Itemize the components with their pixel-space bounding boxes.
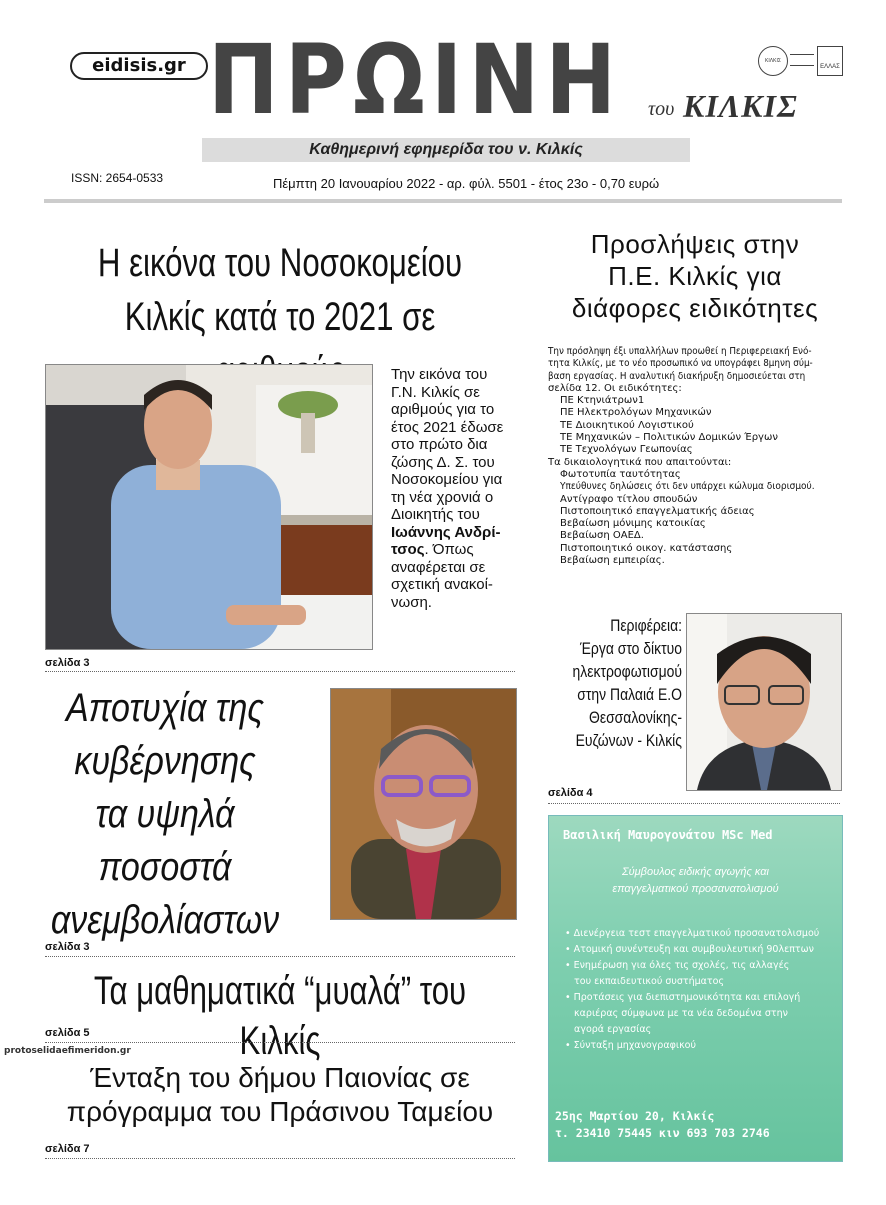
watermark: protoselidaefimeridon.gr (4, 1046, 131, 1056)
divider (548, 803, 840, 804)
stamp-label: ΚΙΛΚΙΣ (765, 58, 781, 64)
headline-line: Έργα στο δίκτυο (579, 639, 682, 658)
specialty-item: ΤΕ Τεχνολόγων Γεωπονίας (560, 444, 693, 456)
article5-headline[interactable] (548, 228, 842, 324)
body-line: στο πρώτο δια (391, 436, 488, 453)
postal-stamp-icon (758, 46, 788, 76)
specialty-item: ΠΕ Κτηνιάτρων1 (560, 395, 645, 407)
headline-line: πρόγραμμα του Πράσινου Ταμείου (66, 1096, 494, 1127)
headline-line: Θεσσαλονίκης- (589, 708, 682, 727)
site-logo[interactable]: eidisis.gr (70, 52, 208, 80)
ad-contact (555, 1108, 770, 1142)
postal-logo-icon (817, 46, 843, 76)
article2-headline[interactable] (20, 682, 310, 947)
headline-line: Αποτυχία της (66, 686, 264, 730)
body-line: Την πρόσληψη έξι υπαλλήλων προωθεί η Περιφερειακή Ενό- (548, 346, 812, 357)
body-line: βαση εργασίας. Η αναλυτική διακήρυξη δημοσιεύεται στη (548, 370, 806, 382)
ad-subtitle-line: Σύμβουλος ειδικής αγωγής και (622, 866, 769, 878)
ad-bullet: του εκπαιδευτικού συστήματος (565, 976, 725, 987)
doc-item: Βεβαίωση ΟΑΕΔ. (560, 530, 644, 542)
governor-photo (686, 613, 842, 791)
page-ref[interactable]: σελίδα 5 (45, 1027, 90, 1039)
page-ref[interactable]: σελίδα 4 (548, 787, 593, 799)
page-ref[interactable]: σελίδα 3 (45, 657, 90, 669)
headline-line: ηλεκτροφωτισμού (572, 662, 682, 681)
doc-item: Βεβαίωση εμπειρίας. (560, 555, 665, 567)
headline-line: στην Παλαιά Ε.Ο (577, 685, 682, 704)
page-ref[interactable]: σελίδα 3 (45, 941, 90, 953)
tagline: Καθημερινή εφημερίδα του ν. Κιλκίς (202, 138, 690, 162)
ad-bullet: • Ατομική συνέντευξη και συμβουλευτική 90λεπτων (565, 944, 814, 955)
headline-line: τα υψηλά (95, 792, 235, 836)
body-line: Γ.Ν. Κιλκίς σε (391, 383, 480, 401)
doc-item: Βεβαίωση μόνιμης κατοικίας (560, 518, 706, 530)
ad-phone: τ. 23410 75445 κιν 693 703 2746 (555, 1126, 770, 1140)
headline-line: κυβέρνησης (74, 739, 256, 783)
divider (45, 1158, 515, 1159)
ad-address: 25ης Μαρτίου 20, Κιλκίς (555, 1109, 715, 1123)
body-line: Την εικόνα του (391, 366, 488, 383)
headline-line: ποσοστά (98, 845, 232, 889)
politician-photo (330, 688, 517, 920)
body-line: Νοσοκομείου για (391, 471, 503, 488)
issn: ISSN: 2654-0533 (71, 171, 164, 185)
ad-subtitle-line: επαγγελματικού προσανατολισμού (612, 883, 779, 895)
body-line: αναφέρεται σε (391, 558, 486, 576)
ad-bullet: • Διενέργεια τεστ επαγγελματικού προσανατολισμού (565, 928, 820, 939)
headline-line: Ένταξη του δήμου Παιονίας σε (90, 1062, 470, 1093)
body-line: νωση. (391, 593, 432, 611)
article5-body (548, 346, 842, 567)
body-line: τητα Κιλκίς, με το νέο προσωπικό να υπογράφει 8μηνη σύμ- (548, 358, 813, 370)
headline-line: διάφορες ειδικότητες (571, 293, 819, 323)
article1-body (391, 366, 516, 611)
masthead-tou: του (648, 98, 675, 120)
headline-line: Προσλήψεις στην (590, 229, 800, 259)
body-line: αριθμούς για το (391, 401, 495, 418)
advertisement[interactable] (548, 815, 843, 1162)
specialty-item: ΠΕ Ηλεκτρολόγων Μηχανικών (560, 407, 712, 419)
body-line: ζώσης Δ. Σ. του (391, 453, 495, 471)
article4-headline[interactable] (40, 1061, 520, 1129)
headline-line: Περιφέρεια: (610, 616, 682, 635)
docs-title: Τα δικαιολογητικά που απαιτούνται: (548, 456, 732, 468)
ad-bullet: • Προτάσεις για διεπιστημονικότητα και επιλογή (565, 992, 801, 1003)
doc-item: Υπεύθυνες δηλώσεις ότι δεν υπάρχει κώλυμα διορισμού. (560, 481, 815, 493)
ad-bullet: • Σύνταξη μηχανογραφικού (565, 1040, 696, 1051)
masthead-title: ΠΡΩΙΝΗ (208, 24, 623, 136)
stamp-wave-icon (790, 54, 814, 66)
body-line: τη νέα χρονιά ο (391, 488, 494, 506)
divider (45, 1042, 515, 1043)
body-fragment: . Όπως (424, 541, 474, 558)
ad-bullets (565, 926, 819, 1054)
stamp2-label: ΕΛΛΑΣ (820, 64, 840, 70)
doc-item: Πιστοποιητικό επαγγελματικής άδειας (560, 505, 755, 517)
person-name: Ιωάννης Ανδρί- (391, 523, 501, 541)
specialty-item: ΤΕ Διοικητικού Λογιστικού (560, 419, 694, 431)
headline-line: ανεμβολίαστων (50, 898, 280, 942)
header-divider (44, 199, 842, 203)
doc-item: Αντίγραφο τίτλου σπουδών (560, 493, 698, 505)
headline-line: Π.Ε. Κιλκίς για (608, 261, 782, 291)
dateline: Πέμπτη 20 Ιανουαρίου 2022 - αρ. φύλ. 5501 - έτος 23ο - 0,70 ευρώ (273, 176, 660, 191)
masthead-place: ΚΙΛΚΙΣ (683, 88, 798, 124)
specialty-item: ΤΕ Μηχανικών – Πολιτικών Δομικών Έργων (560, 432, 778, 444)
hospital-director-photo (45, 364, 373, 650)
article3-headline[interactable]: Τα μαθηματικά “μυαλά” του Κιλκίς (93, 969, 467, 1063)
body-line: έτος 2021 έδωσε (391, 418, 504, 436)
headline-line: Η εικόνα του Νοσοκομείου (97, 241, 463, 285)
body-line: σχετική ανακοί- (391, 576, 493, 593)
ad-subtitle (549, 864, 842, 898)
body-line: Διοικητής του (391, 506, 480, 523)
headline-line: Κιλκίς κατά το 2021 σε (124, 295, 436, 339)
doc-item: Φωτοτυπία ταυτότητας (560, 468, 681, 480)
headline-line: Ευζώνων - Κιλκίς (575, 731, 682, 750)
article6-headline[interactable] (572, 614, 682, 752)
ad-bullet: αγορά εργασίας (565, 1024, 652, 1035)
ad-bullet: • Ενημέρωση για όλες τις σχολές, τις αλλαγές (565, 960, 790, 971)
person-name: τσος (391, 541, 425, 558)
doc-item: Πιστοποιητικό οικογ. κατάστασης (560, 542, 733, 554)
divider (45, 956, 515, 957)
ad-bullet: καριέρας σύμφωνα με τα νέα δεδομένα στην (565, 1008, 788, 1019)
divider (45, 671, 515, 672)
ad-name: Βασιλική Μαυρογονάτου MSc Med (563, 828, 773, 842)
body-line: σελίδα 12. Οι ειδικότητες: (548, 382, 682, 394)
page-ref[interactable]: σελίδα 7 (45, 1143, 90, 1155)
